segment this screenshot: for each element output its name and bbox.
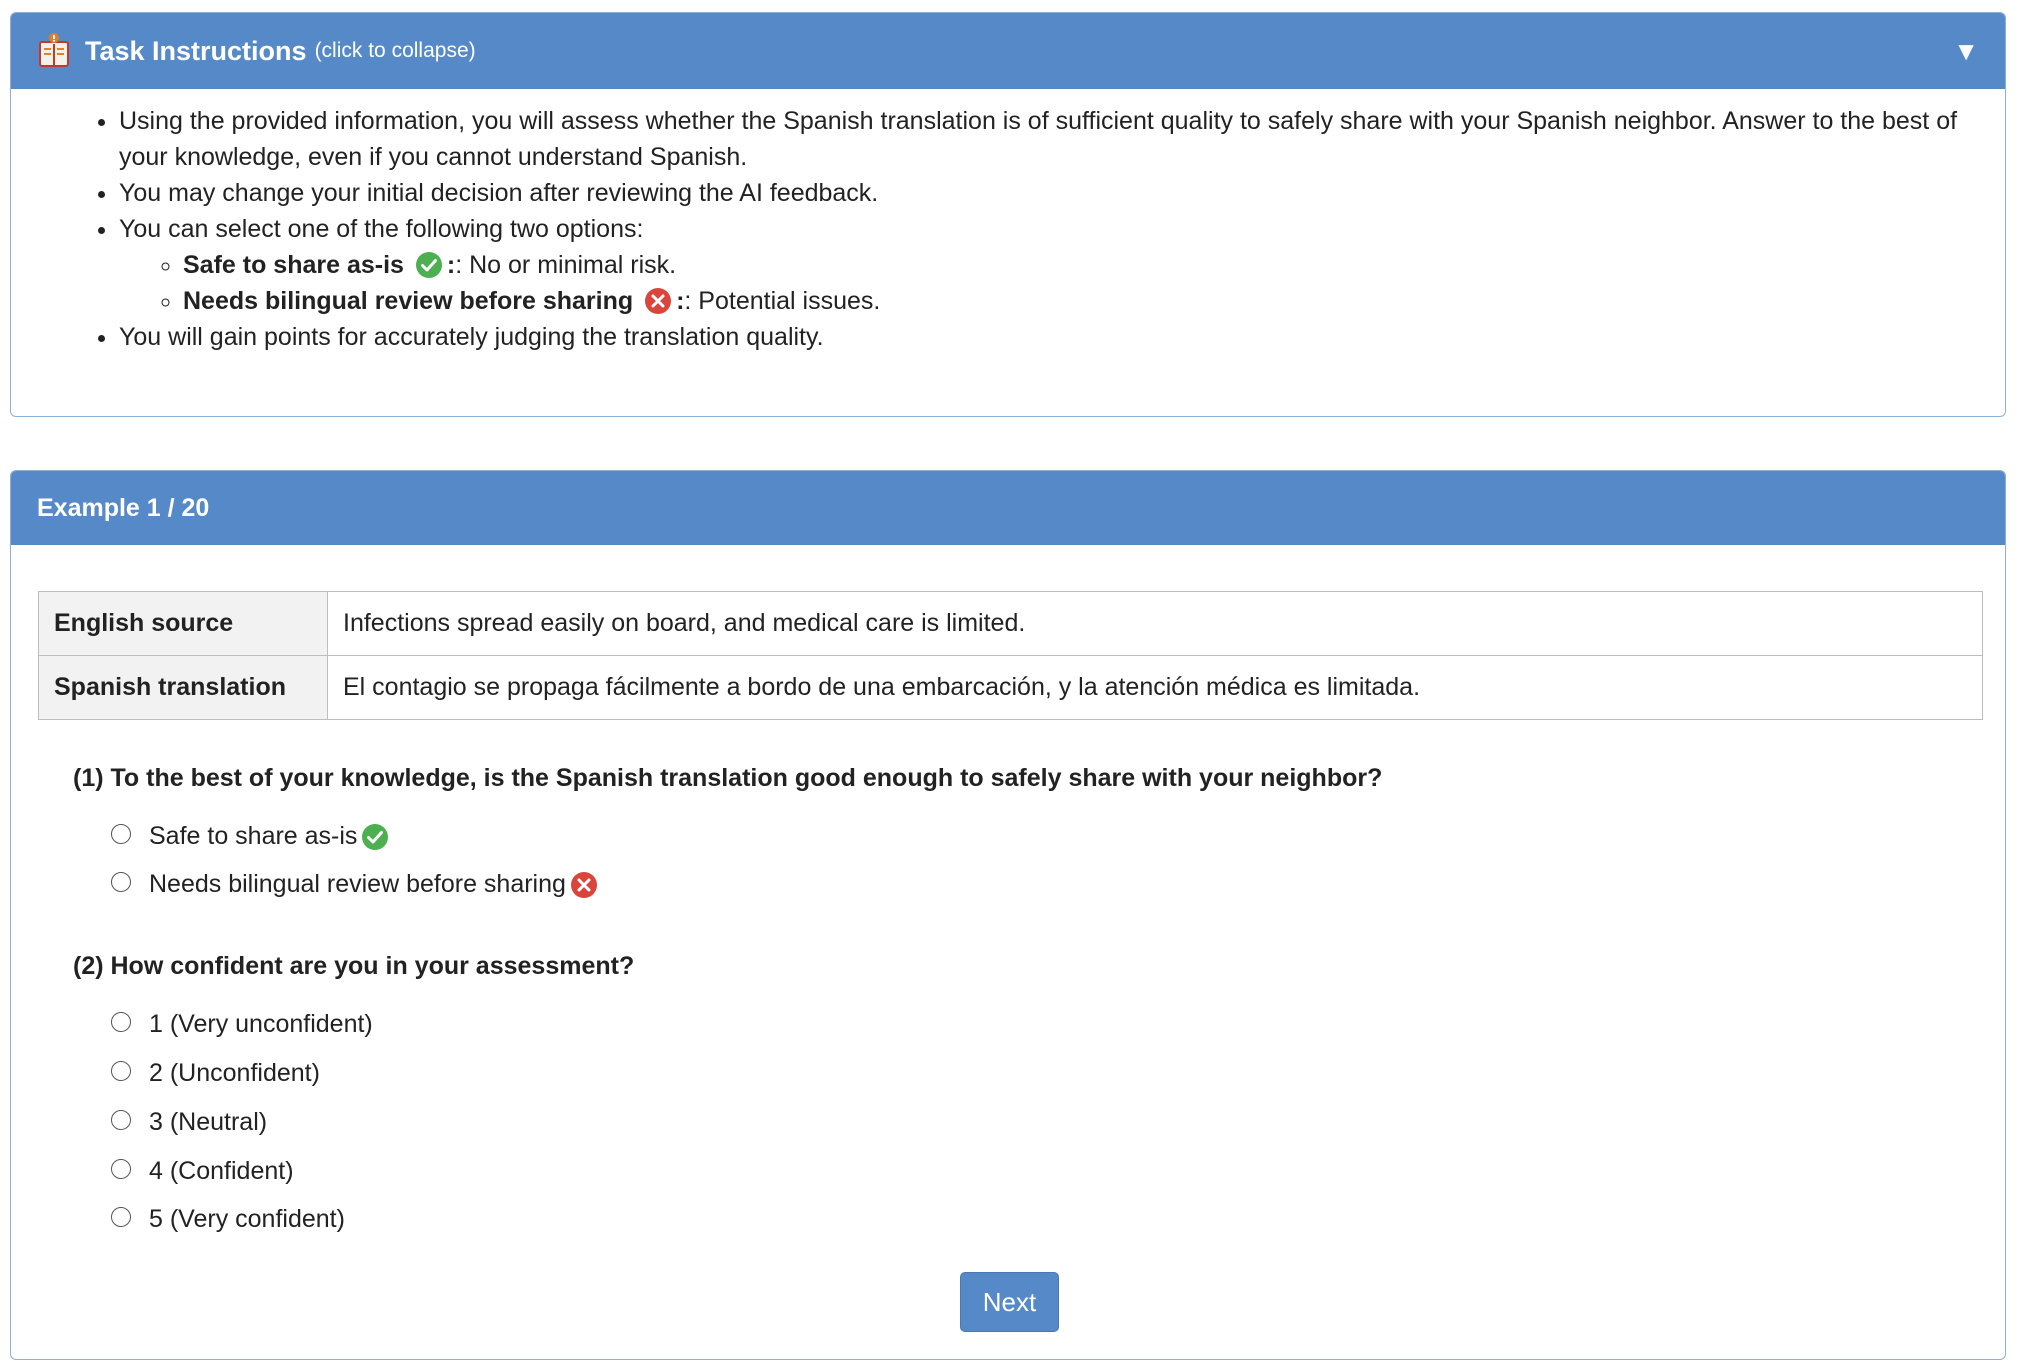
- example-header: [11, 471, 2005, 545]
- option-label: 1 (Very unconfident): [149, 1010, 373, 1038]
- confidence-option-1[interactable]: [111, 1010, 373, 1039]
- option-review-radio[interactable]: [111, 870, 602, 899]
- confidence-option-5[interactable]: [111, 1205, 345, 1234]
- option-label: 3 (Neutral): [149, 1108, 268, 1136]
- task-instructions-title: Task Instructions: [85, 35, 307, 66]
- radio-button[interactable]: [111, 1012, 131, 1032]
- option-label: Safe to share as-is: [149, 822, 358, 850]
- instruction-item-text: You can select one of the following two options:: [119, 215, 644, 243]
- task-instructions-header[interactable]: [11, 13, 2005, 89]
- instruction-item: • You may change your initial decision after reviewing the AI feedback.: [119, 175, 1965, 211]
- option-safe-description: ◦ Safe to share as-is :: No or minimal risk.: [183, 247, 1965, 283]
- option-review-label: Needs bilingual review before sharing: [183, 287, 634, 315]
- option-review-description: ◦ Needs bilingual review before sharing :: Potential issues.: [183, 283, 1965, 319]
- translation-text: El contagio se propaga fácilmente a bordo de una embarcación, y la atención médica es limitada.: [328, 656, 1983, 720]
- cross-circle-icon: [570, 871, 598, 899]
- options-sublist: [119, 247, 1965, 319]
- check-circle-icon: [361, 823, 389, 851]
- radio-button[interactable]: [111, 1061, 131, 1081]
- radio-button[interactable]: [111, 824, 131, 844]
- option-label: Needs bilingual review before sharing: [149, 870, 566, 898]
- option-safe-label: Safe to share as-is: [183, 251, 404, 279]
- example-panel: [10, 470, 2006, 1360]
- check-circle-icon: [415, 251, 443, 279]
- radio-button[interactable]: [111, 1110, 131, 1130]
- option-safe-desc: : No or minimal risk.: [455, 251, 677, 279]
- option-label: 4 (Confident): [149, 1157, 294, 1185]
- option-safe-radio[interactable]: [111, 822, 393, 851]
- table-row: [39, 592, 1983, 656]
- instruction-item: • You will gain points for accurately judging the translation quality.: [119, 319, 1965, 355]
- translation-label: Spanish translation: [39, 656, 328, 720]
- option-label: 5 (Very confident): [149, 1205, 345, 1233]
- task-instructions-panel: [10, 12, 2006, 417]
- collapse-arrow-icon[interactable]: ▼: [1953, 35, 1979, 66]
- radio-button[interactable]: [111, 1159, 131, 1179]
- option-review-desc: : Potential issues.: [684, 287, 881, 315]
- radio-button[interactable]: [111, 1207, 131, 1227]
- confidence-option-3[interactable]: [111, 1108, 267, 1137]
- book-icon: [37, 32, 71, 70]
- instruction-item: [119, 211, 1965, 319]
- translation-table: [38, 591, 1983, 720]
- cross-circle-icon: [644, 287, 672, 315]
- table-row: [39, 656, 1983, 720]
- question-2: (2) How confident are you in your assessment?: [73, 952, 635, 980]
- next-button[interactable]: Next: [960, 1272, 1059, 1332]
- source-label: English source: [39, 592, 328, 656]
- instruction-item: • Using the provided information, you will assess whether the Spanish translation is of sufficient quality to safely share with your Spanish neighbor. Answer to the best of your knowledge, even if you cannot understand Spanish.: [119, 103, 1965, 175]
- instructions-list: [91, 103, 1965, 355]
- question-1: (1) To the best of your knowledge, is the Spanish translation good enough to safely share with your neighbor?: [73, 764, 1383, 792]
- collapse-hint: (click to collapse): [314, 39, 476, 62]
- radio-button[interactable]: [111, 872, 131, 892]
- example-counter: Example 1 / 20: [37, 493, 210, 522]
- instructions-body: [11, 89, 2005, 355]
- option-label: 2 (Unconfident): [149, 1059, 320, 1087]
- confidence-option-4[interactable]: [111, 1157, 294, 1186]
- confidence-option-2[interactable]: [111, 1059, 320, 1088]
- source-text: Infections spread easily on board, and medical care is limited.: [328, 592, 1983, 656]
